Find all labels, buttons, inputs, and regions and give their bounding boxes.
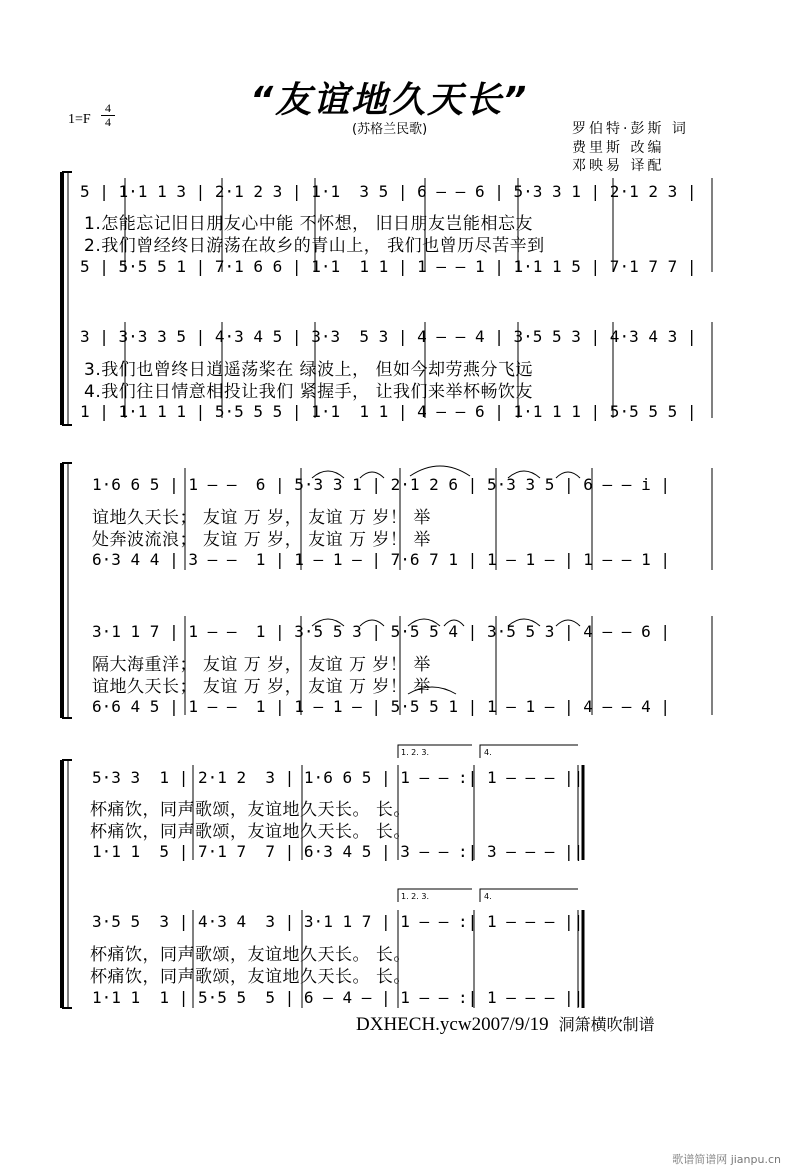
credit-translator: 邓映易 译配: [572, 158, 665, 174]
lyric-line: 杯痛饮，同声歌颂，友谊地久天长。 长。: [90, 967, 411, 987]
lyric-line: 2.我们曾经终日游荡在故乡的青山上， 我们也曾历尽苦辛到: [84, 236, 545, 256]
staff-bottom-6: 1·1 1 1 | 5·5 5 5 | 6 – 4 – | 1 – – :| 1 – – – ||: [92, 988, 584, 1007]
footer-signature: [356, 1012, 655, 1036]
lyric-line: 处奔波流浪； 友谊 万 岁， 友谊 万 岁！ 举: [92, 530, 431, 550]
staff-bottom-4: 6·6 4 5 | 1 – – 1 | 1 – 1 – | 5·5 5 1 | 1 – 1 – | 4 – – 4 |: [92, 697, 670, 716]
time-signature-bottom: 4: [101, 115, 115, 129]
watermark: 歌谱简谱网 jianpu.cn: [672, 1153, 781, 1166]
staff-bottom-3: 6·3 4 4 | 3 – – 1 | 1 – 1 – | 7·6 7 1 | 1 – 1 – | 1 – – 1 |: [92, 550, 670, 569]
lyric-line: 谊地久天长； 友谊 万 岁， 友谊 万 岁！ 举: [92, 677, 431, 697]
bracket-group-3: [62, 760, 72, 1008]
lyric-line: 隔大海重洋； 友谊 万 岁， 友谊 万 岁！ 举: [92, 655, 431, 675]
volta-second-label-2: 4.: [484, 892, 492, 901]
staff-top-4: 3·1 1 7 | 1 – – 1 | 3·5 5 3 | 5·5 5 4 | 3·5 5 3 | 4 – – 6 |: [92, 622, 670, 641]
lyric-line: 杯痛饮，同声歌颂，友谊地久天长。 长。: [90, 822, 411, 842]
lyric-line: 谊地久天长； 友谊 万 岁， 友谊 万 岁！ 举: [92, 508, 431, 528]
time-signature-top: 4: [105, 101, 111, 115]
bracket-group-2: [62, 463, 72, 718]
volta-second-label-1: 4.: [484, 748, 492, 757]
lyric-line: 1.怎能忘记旧日朋友心中能 不怀想， 旧日朋友岂能相忘友: [84, 214, 534, 234]
staff-top-6: 3·5 5 3 | 4·3 4 3 | 3·1 1 7 | 1 – – :| 1 – – – ||: [92, 912, 584, 931]
lyric-line: 3.我们也曾终日逍遥荡桨在 绿波上， 但如今却劳燕分飞远: [84, 360, 534, 380]
song-subtitle: (苏格兰民歌): [352, 122, 428, 137]
credit-arranger: 费里斯 改编: [572, 140, 665, 156]
song-title: “友谊地久天长”: [250, 80, 529, 121]
bracket-group-1: [62, 172, 72, 425]
volta-first-label-1: 1. 2. 3.: [401, 748, 429, 757]
staff-top-3: 1·6 6 5 | 1 – – 6 | 5·3 3 1 | 2·1 2 6 | 5·3 3 5 | 6 – – i |: [92, 475, 670, 494]
staff-top-2: 3 | 3·3 3 5 | 4·3 4 5 | 3·3 5 3 | 4 – – 4 | 3·5 5 3 | 4·3 4 3 |: [80, 327, 697, 346]
signature-note: 洞箫横吹制谱: [558, 1015, 655, 1034]
key-signature: 1=F: [68, 112, 91, 127]
signature-text: DXHECH.ycw2007/9/19: [356, 1014, 549, 1035]
staff-top-5: 5·3 3 1 | 2·1 2 3 | 1·6 6 5 | 1 – – :| 1 – – – ||: [92, 768, 584, 787]
credit-lyricist: 罗伯特·彭斯 词: [572, 121, 689, 137]
lyric-line: 杯痛饮，同声歌颂，友谊地久天长。 长。: [90, 800, 411, 820]
staff-bottom-1: 5 | 5·5 5 1 | 7·1 6 6 | 1·1 1 1 | 1 – – 1 | 1·1 1 5 | 7·1 7 7 |: [80, 257, 697, 276]
staff-bottom-5: 1·1 1 5 | 7·1 7 7 | 6·3 4 5 | 3 – – :| 3 – – – ||: [92, 842, 584, 861]
staff-bottom-2: 1 | 1·1 1 1 | 5·5 5 5 | 1·1 1 1 | 4 – – 6 | 1·1 1 1 | 5·5 5 5 |: [80, 402, 697, 421]
lyric-line: 4.我们往日情意相投让我们 紧握手， 让我们来举杯畅饮友: [84, 382, 534, 402]
volta-first-label-2: 1. 2. 3.: [401, 892, 429, 901]
staff-top-1: 5 | 1·1 1 3 | 2·1 2 3 | 1·1 3 5 | 6 – – 6 | 5·3 3 1 | 2·1 2 3 |: [80, 182, 697, 201]
lyric-line: 杯痛饮，同声歌颂，友谊地久天长。 长。: [90, 945, 411, 965]
